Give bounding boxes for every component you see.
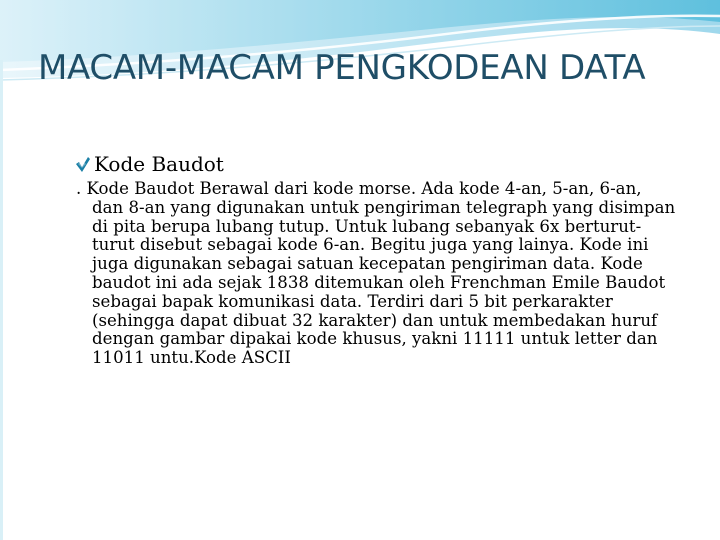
- slide-title: MACAM-MACAM PENGKODEAN DATA: [38, 48, 646, 88]
- diamond-check-bullet-icon: [74, 155, 91, 174]
- bullet-label: Kode Baudot: [94, 152, 224, 176]
- left-edge-decoration: [0, 60, 10, 540]
- body-paragraph: . Kode Baudot Berawal dari kode morse. Ada kode 4-an, 5-an, 6-an, dan 8-an yang digunakan untuk pengiriman telegraph yang disimpan di pita berupa lubang tutup. Untuk lubang sebanyak 6x berturut-turut disebut sebagai kode 6-an. Begitu juga yang lainya. Kode ini juga digunakan sebagai satuan kecepatan pengiriman data. Kode baudot ini ada sejak 1838 ditemukan oleh Frenchman Emile Baudot sebagai bapak komunikasi data. Terdiri dari 5 bit perkarakter (sehingga dapat dibuat 32 karakter) dan untuk membedakan huruf dengan gambar dipakai kode khusus, yakni 11111 untuk letter dan 11011 untu.Kode ASCII: [76, 179, 676, 368]
